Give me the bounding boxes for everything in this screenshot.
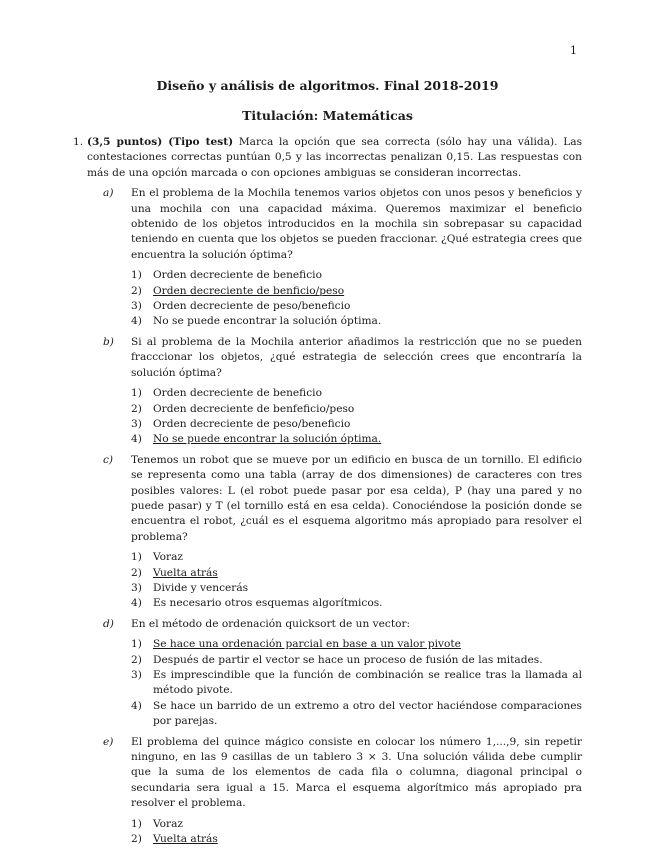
subquestion-letter: e): [103, 735, 114, 748]
option-text: Después de partir el vector se hace un proceso de fusión de las mitades.: [153, 653, 543, 666]
subquestion-text: En el método de ordenación quicksort de un vector:: [131, 617, 411, 630]
subquestion-c: [103, 453, 582, 612]
option-text: Es imprescindible que la función de combinación se realice tras la llamada al método pivote.: [153, 669, 582, 697]
option-number: 2): [131, 284, 142, 297]
option-number: 2): [131, 566, 142, 579]
option-text: Orden decreciente de beneficio: [153, 269, 322, 282]
option-item[interactable]: [131, 386, 582, 401]
option-item[interactable]: [131, 284, 582, 299]
option-text: Orden decreciente de beneficio: [153, 387, 322, 400]
option-item[interactable]: [131, 432, 582, 447]
option-number: 3): [131, 669, 142, 681]
option-list: [131, 386, 582, 448]
option-number: 1): [131, 387, 142, 400]
option-number: 1): [131, 269, 142, 282]
option-number: 4): [131, 315, 142, 328]
option-number: 1): [131, 551, 142, 564]
question-instructions: Marca la opción que sea correcta (sólo hay una válida). Las contestaciones correctas puntúan 0,5 y las incorrectas penalizan 0,15. Las respuestas con más de una opción marcada o con opciones ambiguas se consideran incorrectas.: [87, 136, 583, 179]
option-item[interactable]: [131, 299, 582, 314]
option-number: 3): [131, 581, 142, 594]
subquestion-letter: d): [103, 617, 114, 630]
option-number: 4): [131, 597, 142, 610]
option-text: Se hace un barrido de un extremo a otro del vector haciéndose comparaciones por parejas.: [153, 699, 582, 728]
option-item[interactable]: [131, 566, 582, 581]
option-list: [131, 550, 582, 612]
subquestion-e: [103, 735, 582, 848]
option-number: 2): [131, 833, 142, 846]
option-item[interactable]: [131, 637, 582, 652]
question-intro: [87, 135, 582, 181]
option-item[interactable]: [131, 596, 582, 611]
option-item[interactable]: [131, 402, 582, 417]
option-number: 1): [131, 638, 142, 651]
page-number: 1: [570, 44, 577, 57]
option-text-marked-correct: No se puede encontrar la solución óptima.: [153, 433, 382, 446]
option-item[interactable]: [131, 417, 582, 432]
subquestion-letter: a): [103, 187, 114, 200]
option-number: 2): [131, 653, 142, 666]
subquestion-letter: c): [103, 453, 114, 466]
option-number: 4): [131, 699, 142, 712]
option-text-marked-correct: Vuelta atrás: [153, 833, 218, 846]
option-text: Voraz: [153, 551, 184, 564]
option-text-marked-correct: Orden decreciente de benficio/peso: [153, 284, 345, 297]
option-text: Es necesario otros esquemas algorítmicos.: [153, 597, 383, 610]
option-item[interactable]: [131, 817, 582, 832]
option-text: Orden decreciente de peso/beneficio: [153, 300, 351, 313]
option-number: 2): [131, 402, 142, 415]
option-number: 3): [131, 300, 142, 313]
option-number: 4): [131, 433, 142, 446]
option-item[interactable]: [131, 832, 582, 847]
exam-subtitle: Titulación: Matemáticas: [242, 108, 413, 123]
option-number: 1): [131, 817, 142, 830]
option-text: Orden decreciente de benfeficio/peso: [153, 402, 355, 415]
option-item[interactable]: [131, 268, 582, 283]
option-list: [131, 817, 582, 848]
subquestion-b: [103, 335, 582, 448]
subquestion-text: Si al problema de la Mochila anterior añadimos la restricción que no se pueden fracccionar los objetos, ¿qué estrategia de selección crees que encontraría la solución óptima?: [131, 335, 582, 379]
option-list: [131, 637, 582, 729]
option-text: Divide y vencerás: [153, 581, 249, 594]
subquestion-letter: b): [103, 335, 114, 348]
subquestion-text: En el problema de la Mochila tenemos varios objetos con unos pesos y beneficios y una mochila con una capacidad máxima. Queremos maximizar el beneficio obtenido de los objetos introducidos en la mochila sin sobrepasar su capacidad teniendo en cuenta que los objetos se pueden fraccionar. ¿Qué estrategia crees que encuentra la solución óptima?: [131, 187, 582, 261]
option-item[interactable]: [131, 668, 582, 699]
subquestion-text: Tenemos un robot que se mueve por un edificio en busca de un tornillo. El edificio se representa como una tabla (array de dos dimensiones) de caracteres con tres posibles valores: L (el robot puede pasar por esa celda), P (hay una pared y no puede pasar) y T (el tornillo está en esa celda). Conociéndose la posición donde se encuentra el robot, ¿cuál es el esquema algoritmo más apropiado para resolver el problema?: [131, 453, 582, 543]
option-text: No se puede encontrar la solución óptima.: [153, 315, 382, 328]
question-1: [73, 135, 583, 847]
option-text-marked-correct: Vuelta atrás: [153, 566, 218, 579]
option-item[interactable]: [131, 314, 582, 329]
exam-title: Diseño y análisis de algoritmos. Final 2018-2019: [156, 78, 499, 93]
option-item[interactable]: [131, 699, 582, 730]
option-item[interactable]: [131, 653, 582, 668]
option-item[interactable]: [131, 581, 582, 596]
question-points: (3,5 puntos) (Tipo test): [87, 136, 234, 148]
option-list: [131, 268, 582, 330]
option-text: Orden decreciente de peso/beneficio: [153, 417, 351, 430]
question-number: 1.: [73, 136, 84, 148]
option-item[interactable]: [131, 550, 582, 565]
subquestion-d: [103, 617, 582, 730]
option-text: Voraz: [153, 817, 184, 830]
subquestion-a: [103, 186, 582, 330]
option-text-marked-correct: Se hace una ordenación parcial en base a un valor pivote: [153, 638, 461, 651]
option-number: 3): [131, 417, 142, 430]
subquestion-text: El problema del quince mágico consiste en colocar los número 1,...,9, sin repetir ninguno, en las 9 casillas de un tablero 3 × 3. Una solución válida debe cumplir que la suma de los elementos de cada fila o columna, diagonal principal o secundaria sera igual a 15. Marca el esquema algorítmico más apropiado pra resolver el problema.: [131, 735, 582, 810]
